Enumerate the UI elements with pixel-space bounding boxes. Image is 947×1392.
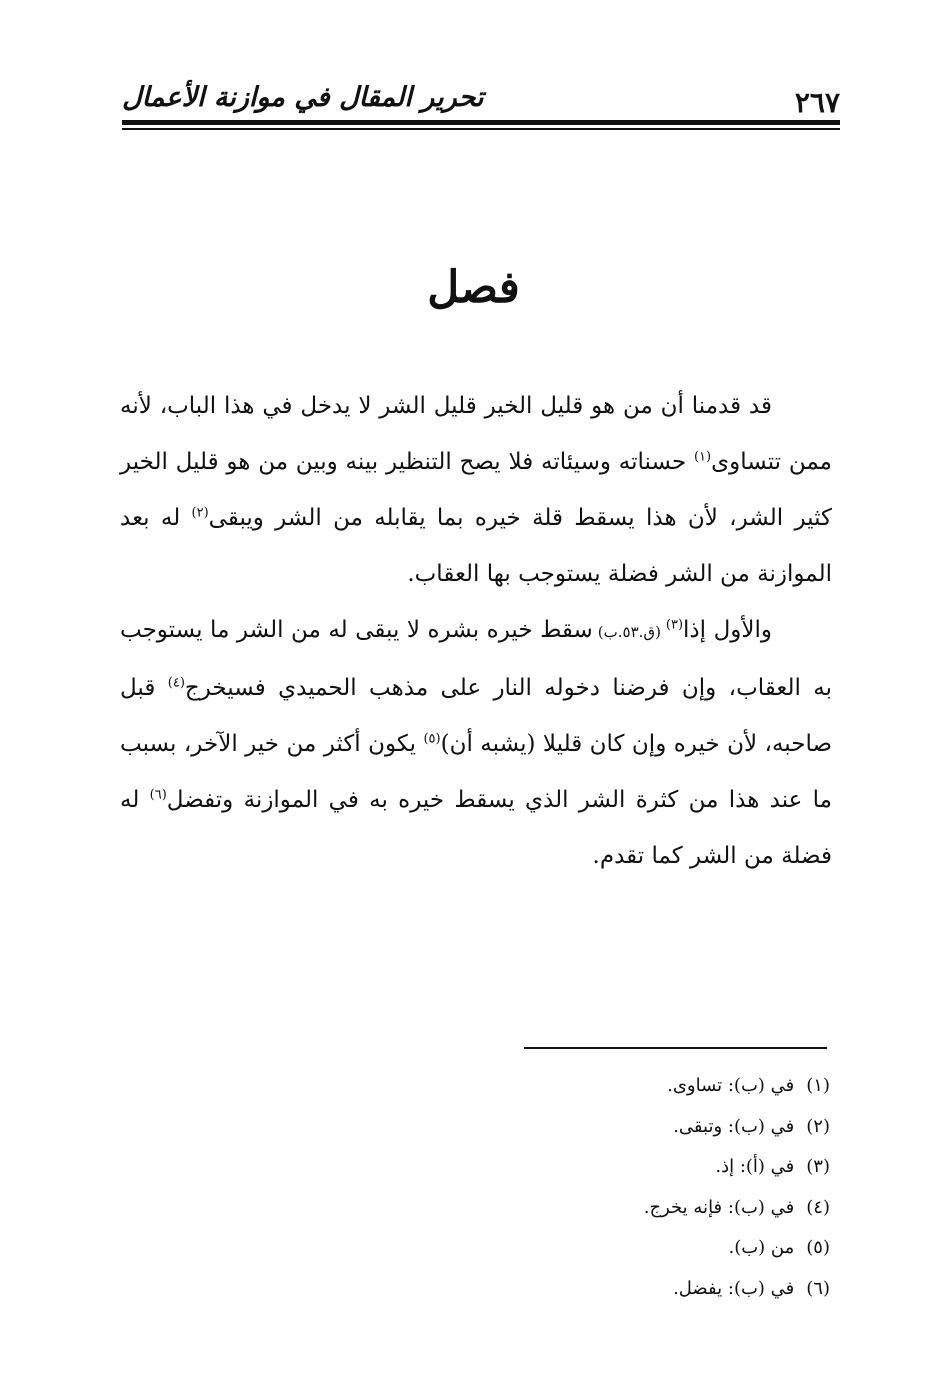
paragraph-2 [120,602,832,884]
paragraph-1-text-3: له بعد الموازنة من الشر فضلة يستوجب بها العقاب. [120,505,832,587]
footnote-number: (١) [806,1075,830,1096]
footnote-text: في (ب): فإنه يخرج. [643,1196,795,1218]
footnote-item [520,1066,830,1107]
footnote-text: في (ب): تساوى. [667,1075,795,1096]
footnote-text: في (أ): إذ. [715,1156,795,1177]
paragraph-2-text-2: سقط خيره بشره لا يبقى له من الشر ما يستوجب به العقاب، وإن فرضنا دخوله النار على مذهب الحميدي فسيخرج [120,617,833,701]
footnote-item [520,1107,830,1148]
footnote-ref-5: (٥) [423,731,441,747]
footnote-number: (٥) [806,1237,830,1258]
footnote-ref-3: (٣) [665,617,684,633]
section-title: فصل [427,262,520,313]
footnote-number: (٤) [806,1196,830,1218]
paragraph-2-text-1: والأول إذا [683,617,772,643]
footnote-text: من (ب). [728,1237,795,1258]
footnote-ref-2: (٢) [191,505,209,521]
footnote-ref-4: (٤) [167,675,185,691]
footnote-text: في (ب): وتبقى. [673,1115,795,1137]
paragraph-1-text-2: حسناته وسيئاته فلا يصح التنظير بينه وبين من هو قليل الخير كثير الشر، لأن هذا يسقط قلة خيره بما يقابله من الشر ويبقى [120,449,832,531]
book-title: تحرير المقال في موازنة الأعمال [122,82,484,113]
running-head [122,78,840,120]
footnote-ref-1: (١) [693,449,712,465]
header-rule-thick [122,120,840,125]
footnote-number: (٦) [806,1277,830,1299]
main-text [120,378,832,884]
footnote-item [520,1269,830,1310]
footnote-separator [524,1047,827,1049]
paragraph-2-text-4: يكون أكثر من خير الآخر، بسبب ما عند هذا من كثرة الشر الذي يسقط خيره به في الموازنة وتفضل [120,731,832,813]
footnote-item [520,1147,830,1188]
footnote-number: (٢) [806,1115,830,1137]
page-number: ٢٦٧ [794,86,840,119]
footnote-number: (٣) [806,1156,830,1177]
footnotes [520,1066,830,1309]
paragraph-1-text-1: قد قدمنا أن من هو قليل الخير قليل الشر لا يدخل في هذا الباب، لأنه ممن تتساوى [120,393,832,475]
footnote-item [520,1228,830,1269]
paragraph-2-text-5: له فضلة من الشر كما تقدم. [120,787,832,869]
paragraph-2-text-3: قبل صاحبه، لأن خيره وإن كان قليلا (يشبه أن) [120,675,832,757]
paragraph-1 [120,378,832,602]
footnote-item [520,1188,830,1229]
footnote-ref-6: (٦) [149,787,167,803]
manuscript-folio-ref: (ق.٥٣.ب) [592,623,666,641]
footnote-text: في (ب): يفضل. [673,1277,795,1299]
header-rule-thin [122,128,840,130]
